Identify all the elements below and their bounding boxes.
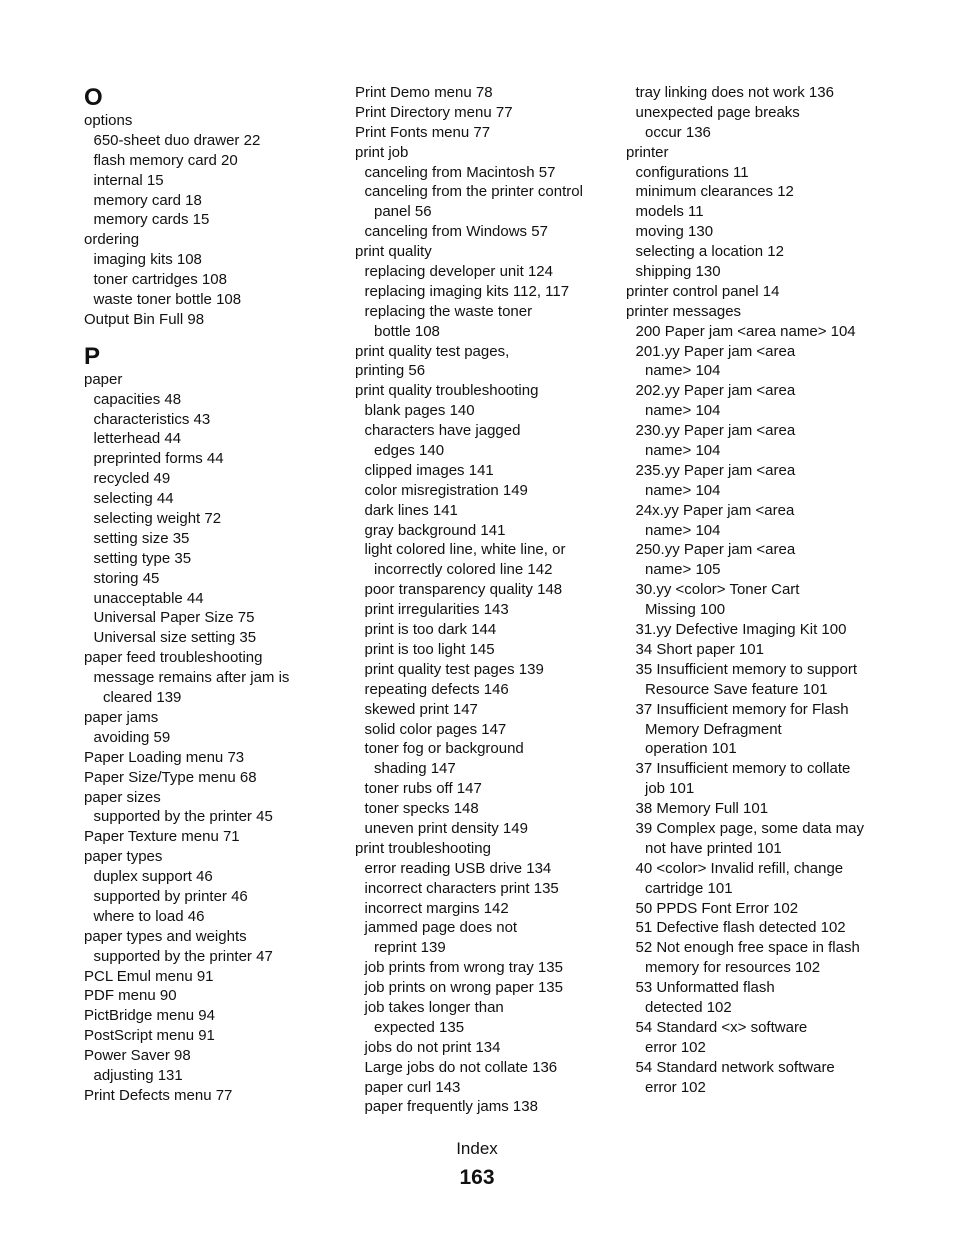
index-subentry: recycled 49	[93, 470, 171, 488]
index-subentry: repeating defects 146	[364, 680, 509, 698]
index-continuation: reprint 139	[374, 939, 446, 957]
index-subentry: toner fog or background	[364, 740, 524, 758]
index-subentry: incorrect characters print 135	[364, 879, 559, 897]
index-subentry: job prints from wrong tray 135	[364, 959, 563, 977]
index-subentry: 37 Insufficient memory for Flash	[635, 700, 849, 718]
index-subentry: skewed print 147	[364, 700, 478, 718]
index-subentry: jobs do not print 134	[364, 1038, 501, 1056]
index-subentry: internal 15	[93, 171, 164, 189]
index-main-entry: Print Defects menu 77	[84, 1086, 233, 1104]
index-subentry: unacceptable 44	[93, 589, 204, 607]
index-subentry: storing 45	[93, 569, 160, 587]
index-subentry: duplex support 46	[93, 868, 213, 886]
index-continuation: cartridge 101	[645, 879, 733, 897]
index-continuation: cleared 139	[103, 689, 182, 707]
index-continuation: expected 135	[374, 1018, 465, 1036]
footer-section-label: Index	[456, 1139, 498, 1158]
index-subentry: 37 Insufficient memory to collate	[635, 760, 851, 778]
index-subentry: 650-sheet duo drawer 22	[93, 131, 261, 149]
index-main-entry: PictBridge menu 94	[84, 1007, 215, 1025]
index-subentry: job prints on wrong paper 135	[364, 979, 563, 997]
index-subentry: blank pages 140	[364, 402, 475, 420]
index-continuation: error 102	[645, 1038, 706, 1056]
index-subentry: 235.yy Paper jam <area	[635, 461, 796, 479]
index-subentry: incorrect margins 142	[364, 899, 509, 917]
index-subentry: Universal size setting 35	[93, 629, 257, 647]
index-subentry: print is too light 145	[364, 640, 495, 658]
index-subentry: Universal Paper Size 75	[93, 609, 255, 627]
index-continuation: name> 104	[645, 362, 721, 380]
index-main-entry: paper	[84, 370, 123, 388]
index-subentry: minimum clearances 12	[635, 183, 794, 201]
index-subentry: supported by the printer 45	[93, 808, 273, 826]
index-main-entry: print job	[355, 143, 409, 161]
index-subentry: message remains after jam is	[93, 669, 290, 687]
index-subentry: print is too dark 144	[364, 621, 497, 639]
index-main-entry: Power Saver 98	[84, 1047, 191, 1065]
index-subentry: 50 PPDS Font Error 102	[635, 899, 799, 917]
index-subentry: 201.yy Paper jam <area	[635, 342, 796, 360]
index-subentry: 40 <color> Invalid refill, change	[635, 859, 844, 877]
index-subentry: supported by the printer 47	[93, 947, 273, 965]
index-continuation: name> 104	[645, 521, 721, 539]
index-main-entry: Print Fonts menu 77	[355, 123, 491, 141]
index-subentry: 52 Not enough free space in flash	[635, 939, 860, 957]
index-continuation: name> 104	[645, 481, 721, 499]
index-main-entry: Output Bin Full 98	[84, 310, 205, 328]
page-number: 163	[459, 1166, 495, 1189]
index-continuation: panel 56	[374, 203, 432, 221]
index-subentry: toner rubs off 147	[364, 780, 482, 798]
index-subentry: characters have jagged	[364, 422, 521, 440]
index-subentry: 39 Complex page, some data may	[635, 819, 864, 837]
index-subentry: memory cards 15	[93, 211, 210, 229]
index-continuation: Missing 100	[645, 601, 726, 619]
index-subentry: Large jobs do not collate 136	[364, 1058, 558, 1076]
index-subentry: canceling from Macintosh 57	[364, 163, 556, 181]
index-main-entry: print quality test pages,	[355, 342, 510, 360]
index-subentry: waste toner bottle 108	[93, 291, 242, 309]
index-continuation: name> 105	[645, 561, 721, 579]
index-column-1	[84, 83, 354, 1106]
index-subentry: characteristics 43	[93, 410, 211, 428]
index-main-entry: Print Demo menu 78	[355, 84, 493, 101]
index-subentry: clipped images 141	[364, 461, 494, 479]
index-subentry: selecting 44	[93, 490, 174, 508]
index-subentry: imaging kits 108	[93, 251, 202, 269]
index-subentry: paper curl 143	[364, 1078, 461, 1096]
index-main-entry: paper sizes	[84, 788, 161, 806]
index-subentry: replacing imaging kits 112, 117	[364, 282, 570, 300]
index-subentry: paper frequently jams 138	[364, 1098, 538, 1116]
index-subentry: 202.yy Paper jam <area	[635, 382, 796, 400]
index-subentry: light colored line, white line, or	[364, 541, 566, 559]
index-subentry: configurations 11	[635, 163, 749, 181]
index-subentry: print quality test pages 139	[364, 660, 544, 678]
index-subentry: 51 Defective flash detected 102	[635, 919, 846, 937]
index-continuation: memory for resources 102	[645, 959, 821, 977]
index-continuation: operation 101	[645, 740, 737, 758]
index-subentry: 38 Memory Full 101	[635, 800, 769, 818]
index-continuation: incorrectly colored line 142	[374, 561, 553, 579]
index-subentry: selecting a location 12	[635, 243, 784, 261]
index-continuation: occur 136	[645, 123, 711, 141]
index-subentry: 200 Paper jam <area name> 104	[635, 322, 856, 340]
index-continuation: bottle 108	[374, 322, 440, 340]
index-subentry: flash memory card 20	[93, 151, 238, 169]
index-subentry: models 11	[635, 203, 704, 221]
index-continuation: Memory Defragment	[645, 720, 782, 738]
index-main-entry: PCL Emul menu 91	[84, 967, 214, 985]
index-subentry: 35 Insufficient memory to support	[635, 660, 857, 678]
index-subentry: moving 130	[635, 223, 714, 241]
index-subentry: memory card 18	[93, 191, 202, 209]
index-subentry: 54 Standard <x> software	[635, 1018, 808, 1036]
index-main-entry: printer	[626, 143, 669, 161]
index-main-entry: Paper Size/Type menu 68	[84, 768, 257, 786]
index-main-entry: PostScript menu 91	[84, 1027, 215, 1045]
index-subentry: color misregistration 149	[364, 481, 528, 499]
index-subentry: print irregularities 143	[364, 601, 509, 619]
index-continuation: job 101	[645, 780, 695, 798]
index-column-3	[626, 83, 886, 1097]
index-main-entry: print troubleshooting	[355, 839, 491, 857]
index-subentry: poor transparency quality 148	[364, 581, 563, 599]
index-subentry: replacing developer unit 124	[364, 263, 553, 281]
section-letter-heading: P	[84, 342, 101, 370]
index-subentry: selecting weight 72	[93, 510, 222, 528]
index-continuation: shading 147	[374, 760, 456, 778]
index-subentry: toner cartridges 108	[93, 271, 227, 289]
index-subentry: gray background 141	[364, 521, 506, 539]
section-letter-heading: O	[84, 84, 103, 111]
index-subentry: 230.yy Paper jam <area	[635, 422, 796, 440]
index-subentry: avoiding 59	[93, 728, 171, 746]
index-continuation: error 102	[645, 1078, 706, 1096]
index-main-entry: options	[84, 112, 133, 129]
index-continuation: name> 104	[645, 442, 721, 460]
index-subentry: canceling from Windows 57	[364, 223, 548, 241]
index-subentry: 54 Standard network software	[635, 1058, 835, 1076]
index-subentry: 250.yy Paper jam <area	[635, 541, 796, 559]
index-main-entry: printer control panel 14	[626, 282, 780, 300]
index-continuation: Resource Save feature 101	[645, 680, 828, 698]
index-subentry: dark lines 141	[364, 501, 458, 519]
index-subentry: replacing the waste toner	[364, 302, 533, 320]
index-main-entry: printer messages	[626, 302, 742, 320]
index-main-entry: paper jams	[84, 708, 159, 726]
index-subentry: setting type 35	[93, 549, 192, 567]
index-subentry: uneven print density 149	[364, 819, 528, 837]
index-continuation: edges 140	[374, 442, 445, 460]
index-subentry: canceling from the printer control	[364, 183, 583, 201]
index-subentry: unexpected page breaks	[635, 103, 800, 121]
index-subentry: job takes longer than	[364, 998, 504, 1016]
index-subentry: 30.yy <color> Toner Cart	[635, 581, 800, 599]
index-subentry: where to load 46	[93, 907, 205, 925]
index-subentry: 24x.yy Paper jam <area	[635, 501, 795, 519]
index-continuation: name> 104	[645, 402, 721, 420]
index-main-entry: paper types	[84, 848, 163, 866]
index-subentry: tray linking does not work 136	[635, 84, 834, 101]
index-column-2	[355, 83, 625, 1117]
index-main-entry: PDF menu 90	[84, 987, 177, 1005]
index-main-entry: Paper Loading menu 73	[84, 748, 245, 766]
index-subentry: jammed page does not	[364, 919, 518, 937]
index-subentry: letterhead 44	[93, 430, 182, 448]
index-main-entry: printing 56	[355, 362, 426, 380]
index-subentry: preprinted forms 44	[93, 450, 224, 468]
index-continuation: not have printed 101	[645, 839, 782, 857]
index-subentry: adjusting 131	[93, 1066, 183, 1084]
index-subentry: capacities 48	[93, 390, 182, 408]
index-main-entry: paper types and weights	[84, 927, 247, 945]
index-subentry: 31.yy Defective Imaging Kit 100	[635, 621, 847, 639]
index-main-entry: print quality troubleshooting	[355, 382, 539, 400]
index-continuation: detected 102	[645, 998, 732, 1016]
index-subentry: error reading USB drive 134	[364, 859, 552, 877]
index-main-entry: Paper Texture menu 71	[84, 828, 240, 846]
index-subentry: 34 Short paper 101	[635, 640, 764, 658]
index-subentry: toner specks 148	[364, 800, 479, 818]
index-subentry: supported by printer 46	[93, 887, 248, 905]
index-subentry: solid color pages 147	[364, 720, 507, 738]
index-subentry: shipping 130	[635, 263, 721, 281]
index-subentry: setting size 35	[93, 529, 190, 547]
index-main-entry: ordering	[84, 231, 140, 249]
index-main-entry: Print Directory menu 77	[355, 103, 513, 121]
index-main-entry: paper feed troubleshooting	[84, 649, 263, 667]
index-subentry: 53 Unformatted flash	[635, 979, 775, 997]
index-main-entry: print quality	[355, 243, 432, 261]
